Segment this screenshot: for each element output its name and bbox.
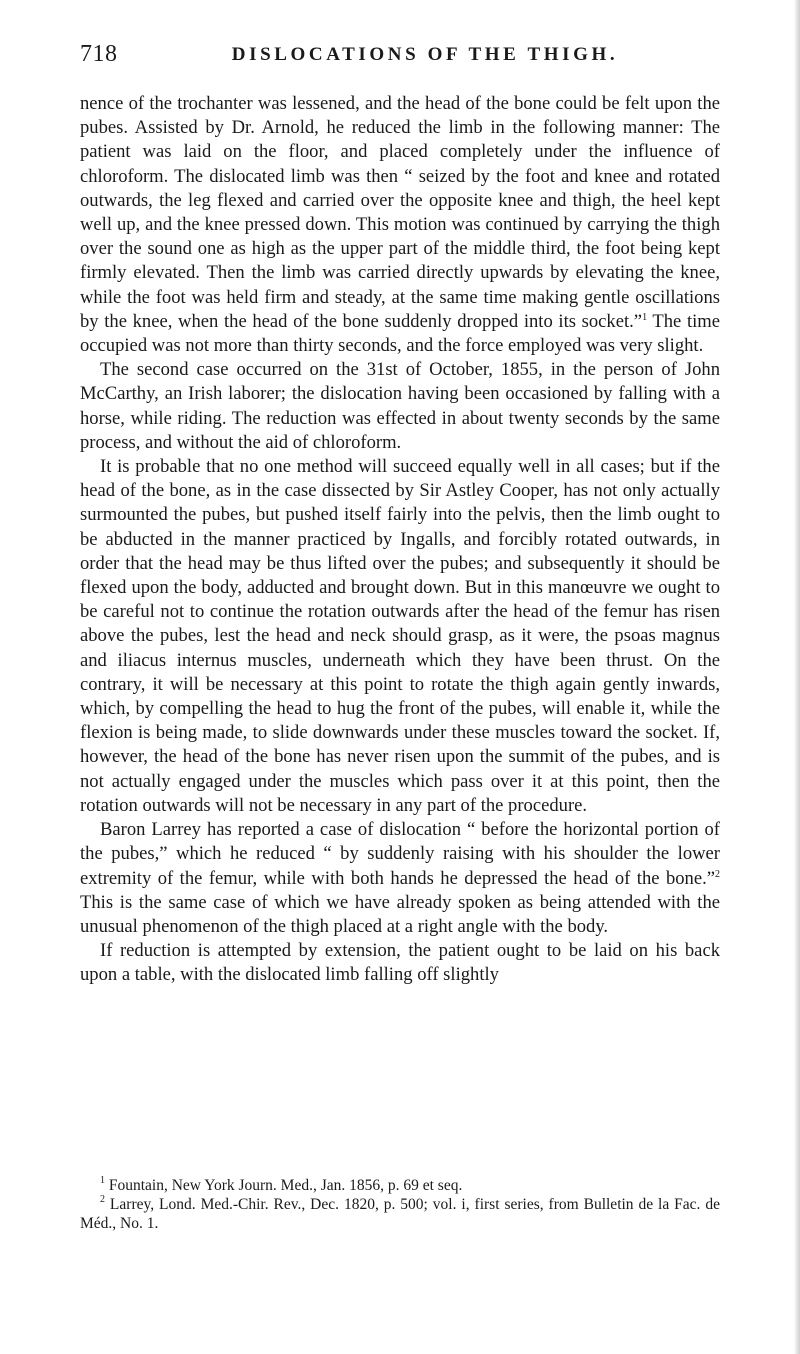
footnote — [80, 1195, 720, 1233]
page-header — [80, 38, 720, 70]
running-title: DISLOCATIONS OF THE THIGH. — [231, 44, 619, 65]
paragraph-text: The time occupied was not more than thirty seconds, and the force employed was very slight. — [80, 310, 721, 357]
footnote-text: Larrey, Lond. Med.-Chir. Rev., Dec. 1820, p. 500; vol. i, first series, from Bulletin de la Fac. de Méd., No. 1. — [80, 1196, 720, 1232]
paragraph-text: nence of the trochanter was lessened, and the head of the bone could be felt upon the pubes. Assisted by Dr. Arnold, he reduced the limb in the following manner: The patient was laid on the floor, and placed completely under the influence of chloroform. The dislocated limb was then “ seized by the foot and knee and rotated outwards, the leg flexed and carried over the opposite knee and thigh, the heel kept well up, and the knee pressed down. This motion was continued by carrying the thigh over the sound one as high as the upper part of the middle third, the foot being kept firmly elevated. Then the limb was carried directly upwards by elevating the knee, while the foot was held firm and steady, at the same time making gentle oscillations by the knee, when the head of the bone suddenly dropped into its socket.” — [80, 93, 720, 332]
footnote-reference: 1 — [642, 311, 648, 323]
paragraph-text: Baron Larrey has reported a case of dislocation “ before the horizontal portion of the pubes,” which he reduced “ by suddenly raising with his shoulder the lower extremity of the femur, while with both hands he depressed the head of the bone.” — [80, 819, 720, 889]
paragraph — [80, 455, 720, 818]
footnote-marker: 1 — [100, 1175, 105, 1186]
page-edge-shadow — [794, 0, 800, 1354]
paragraph-text: The second case occurred on the 31st of October, 1855, in the person of John McCarthy, an Irish laborer; the dislocation having been occasioned by falling with a horse, while riding. The reduction was effected in about twenty seconds by the same process, and without the aid of chloroform. — [80, 359, 720, 453]
footnote-text: Fountain, New York Journ. Med., Jan. 1856, p. 69 et seq. — [105, 1177, 463, 1194]
paragraph — [80, 939, 720, 987]
paragraph-text: This is the same case of which we have already spoken as being attended with the unusual phenomenon of the thigh placed at a right angle with the body. — [80, 891, 720, 937]
paragraph — [80, 818, 720, 939]
paragraph-text: If reduction is attempted by extension, the patient ought to be laid on his back upon a table, with the dislocated limb falling off slightly — [80, 940, 720, 986]
footnotes — [80, 1176, 720, 1233]
body-text — [80, 92, 720, 988]
paragraph — [80, 92, 720, 358]
footnote — [80, 1176, 720, 1195]
page-number: 718 — [80, 41, 118, 67]
paragraph-text: It is probable that no one method will succeed equally well in all cases; but if the head of the bone, as in the case dissected by Sir Astley Cooper, has not only actually surmounted the pubes, but pushed itself fairly into the pelvis, then the limb ought to be abducted in the manner practiced by Ingalls, and forcibly rotated outwards, in order that the head may be thus lifted over the pubes; and subsequently it should be flexed upon the body, adducted and brought down. But in this manœuvre we ought to be careful not to continue the rotation outwards after the head of the femur has risen above the pubes, lest the head and neck should grasp, as it were, the psoas magnus and iliacus internus muscles, underneath which they have been thrust. On the contrary, it will be necessary at this point to rotate the thigh again gently inwards, which, by compelling the head to hug the front of the pubes, will enable it, while the flexion is being made, to slide downwards under these muscles toward the socket. If, however, the head of the bone has never risen upon the summit of the pubes, and is not actually engaged under the muscles which pass over it at this point, then the rotation outwards will not be necessary in any part of the procedure. — [80, 456, 720, 816]
paragraph — [80, 358, 720, 455]
footnote-reference: 2 — [715, 868, 720, 880]
footnote-marker: 2 — [100, 1194, 105, 1205]
